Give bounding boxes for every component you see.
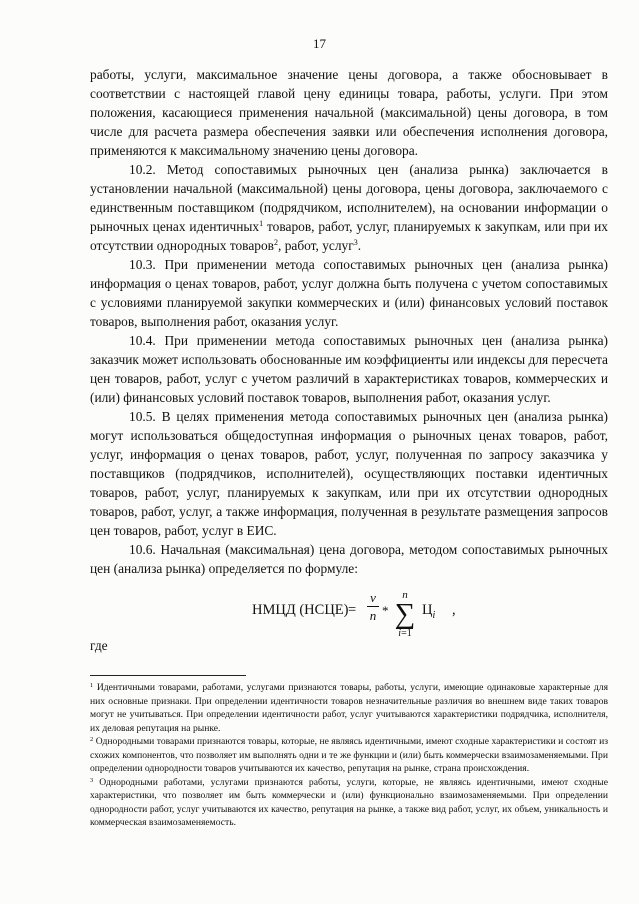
formula-equals: =: [348, 602, 357, 618]
footnote-2: [90, 735, 608, 776]
paragraph-10-2-text-c: , работ, услуг: [278, 238, 354, 253]
footnote-2-mark: 2: [90, 736, 94, 743]
footnotes: [90, 681, 608, 830]
document-body: [90, 65, 608, 578]
sigma-symbol: ∑: [394, 598, 416, 630]
formula-term: [422, 602, 435, 621]
formula-multiply: *: [382, 603, 389, 618]
paragraph-10-2-text-d: .: [357, 238, 362, 253]
paragraph-10-3: 10.3. При применении метода сопоставимых рыночных цен (анализа рынка) информация о ценах товаров, работ, услуг должна быть получена с учетом сопоставимых с условиями планируемой закупки коммерческих и (или) финансовых условий поставок товаров, выполнения работ, оказания услуг.: [90, 257, 608, 329]
paragraph-continuation: работы, услуги, максимальное значение цены договора, а также обосновывает в соответствии с настоящей главой цену единицы товара, работы, услуги. При этом положения, касающиеся применения начальной (максимальной) цены договора, в том числе для расчета размера обеспечения заявки или обеспечения исполнения договора, применяются к максимальному значению цены договора.: [90, 67, 608, 158]
price-formula: [252, 582, 512, 640]
paragraph-10-2-text-b: товаров, работ, услуг, планируемых к закупкам, или при их отсутствии однородных товаров: [90, 219, 608, 253]
formula-sum: [392, 590, 418, 639]
paragraph-10-2: [90, 160, 608, 255]
formula-comma: ,: [452, 602, 456, 618]
footnote-3: [90, 776, 608, 830]
formula-fraction: [367, 590, 379, 623]
formula-lhs: НМЦД (НСЦЕ): [252, 602, 349, 618]
footnote-ref-2: 2: [274, 238, 278, 247]
footnote-separator: [90, 675, 246, 676]
formula-term-index: i: [432, 609, 436, 621]
footnote-ref-1: 1: [259, 219, 264, 228]
sum-lower-var: i: [398, 628, 402, 639]
page-number: 17: [313, 36, 326, 51]
paragraph-10-4: 10.4. При применении метода сопоставимых рыночных цен (анализа рынка) заказчик может использовать обоснованные им коэффициенты или индексы для пересчета цен товаров, работ, услуг с учетом различий в характеристиках товаров, коммерческих и (или) финансовых условий поставок товаров, выполнения работ, оказания услуг.: [90, 333, 608, 405]
paragraph-10-6: 10.6. Начальная (максимальная) цена договора, методом сопоставимых рыночных цен (анализа рынка) определяется по формуле:: [90, 542, 608, 576]
footnote-1-text: Идентичными товарами, работами, услугами признаются товары, работы, услуги, имеющие одинаковые характерные для них основные признаки. При определении идентичности товаров незначительные различия во внешнем виде таких товаров могут не учитываться. При определении идентичности работ, услуг учитываются характеристики подрядчика, исполнителя, их деловая репутация на рынке.: [90, 682, 608, 734]
paragraph-10-2-text-a: 10.2. Метод сопоставимых рыночных цен (анализа рынка) заключается в установлении начальной (максимальной) цены договора, цены договора, заключаемого с единственным поставщиком (подрядчиком, исполнителем), на основании информации о рыночных ценах идентичных: [90, 162, 608, 234]
formula-term-symbol: Ц: [422, 602, 433, 618]
footnote-3-text: Однородными работами, услугами признаются работы, услуги, которые, не являясь идентичными, имеют сходные характеристики, что позволяет им быть коммерчески и (или) функционально взаимозаменяемыми. При определении однородности работ, услуг учитываются их качество, репутация на рынке, а также вид работ, услуг, их объем, уникальность и коммерческая взаимозаменяемость.: [90, 776, 608, 828]
fraction-bar: [367, 606, 379, 607]
formula-numerator: v: [370, 590, 376, 605]
footnote-3-mark: 3: [90, 776, 94, 784]
where-label: где: [90, 638, 108, 653]
footnote-ref-3: 3: [353, 238, 358, 247]
footnote-2-text: Однородными товарами признаются товары, которые, не являясь идентичными, имеют сходные характеристики и состоят из схожих компонентов, что позволяет им выполнять одни и те же функции и (или) быть коммерчески взаимозаменяемыми. При определении однородности товаров учитываются их качество, репутация на рынке, страна происхождения.: [90, 736, 608, 774]
sum-upper-limit: n: [402, 589, 408, 601]
formula-denominator: n: [369, 608, 377, 623]
footnote-1: [90, 681, 608, 735]
footnote-1-mark: 1: [90, 682, 94, 689]
sum-lower-rest: =1: [401, 628, 412, 639]
paragraph-10-5: 10.5. В целях применения метода сопоставимых рыночных цен (анализа рынка) могут использоваться общедоступная информация о рыночных ценах товаров, работ, услуг, информация о ценах товаров, работ, услуг, полученная по запросу заказчика у поставщиков (подрядчиков, исполнителей), осуществляющих поставки идентичных товаров, работ, услуг, планируемых к закупкам, или при их отсутствии однородных товаров, работ, услуг, а также информация, полученная в результате размещения запросов цен товаров, работ, услуг в ЕИС.: [90, 409, 608, 538]
